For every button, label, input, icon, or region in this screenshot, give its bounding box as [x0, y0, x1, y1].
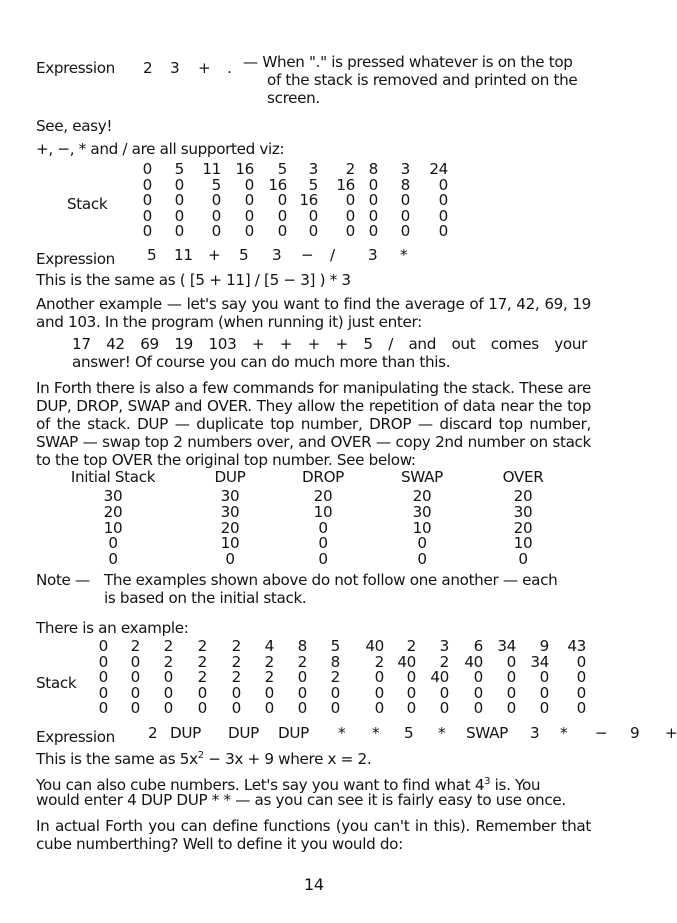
- define-paragraph: In actual Forth you can define functions (you can't in this). Remember that cube numberthing? Well to define it you would do:: [36, 817, 591, 853]
- stack-cell: 0: [231, 683, 241, 702]
- stack-cell: 40: [430, 668, 449, 686]
- stack-cell: 0: [368, 191, 378, 209]
- stack-cell: 0: [345, 191, 355, 209]
- stack-cell: 0: [244, 206, 254, 225]
- stack-cell: 2: [330, 668, 340, 686]
- expression-token: 5: [404, 724, 414, 742]
- stack-cell: 2: [231, 652, 241, 671]
- stack-cell: 3: [400, 160, 410, 178]
- stack-cell: 2: [345, 160, 355, 178]
- stack-commands-header: OVER: [502, 468, 544, 486]
- stack-cell: 0: [98, 652, 108, 671]
- stack-cell: 9: [539, 637, 549, 655]
- stack-cell: 43: [567, 637, 586, 655]
- stack-cell: 2: [231, 668, 241, 686]
- expression-token: 9: [630, 724, 640, 742]
- stack-cell: 16: [299, 191, 318, 209]
- stack-cell: 0: [438, 191, 448, 209]
- expression-token: *: [438, 724, 446, 742]
- stack-cell: 0: [368, 175, 378, 194]
- stack-cell: 0: [374, 683, 384, 702]
- stack-cell: 0: [163, 668, 173, 686]
- cube-line-2: would enter 4 DUP DUP * * — as you can see it is fairly easy to use once.: [36, 791, 566, 809]
- expression-token: DUP: [228, 724, 259, 742]
- stack-commands-cell: 30: [103, 487, 123, 505]
- page-number: 14: [304, 875, 324, 894]
- stack-cell: 11: [202, 160, 221, 178]
- stack-cell: 3: [308, 160, 318, 178]
- cube-sup: 3: [484, 776, 491, 787]
- expression-token: −: [595, 724, 608, 742]
- example-intro: There is an example:: [36, 619, 189, 637]
- stack-cell: 40: [464, 652, 483, 671]
- stack-commands-cell: 0: [417, 534, 427, 553]
- stack-cell: 0: [368, 206, 378, 225]
- stack-cell: 0: [368, 222, 378, 240]
- entry-line-1: 17 42 69 19 103 + + + + 5 / and out comes your: [72, 335, 587, 353]
- stack-cell: 0: [400, 222, 410, 240]
- stack-cell: 0: [142, 222, 152, 240]
- stack-cell: 0: [438, 206, 448, 225]
- stack-cell: 0: [374, 699, 384, 717]
- ops-supported: +, −, * and / are all supported viz:: [36, 140, 285, 158]
- expression-token: /: [330, 246, 335, 264]
- token: +: [198, 59, 211, 77]
- expression-token: *: [338, 724, 346, 742]
- stack-commands-cell: 30: [412, 502, 432, 521]
- stack-cell: 0: [576, 668, 586, 686]
- stack-commands-cell: 20: [103, 502, 123, 521]
- stack-cell: 0: [98, 637, 108, 655]
- stack-cell: 0: [244, 175, 254, 194]
- expression-token: DUP: [170, 724, 201, 742]
- stack-cell: 0: [244, 191, 254, 209]
- stack-cell: 0: [576, 699, 586, 717]
- token: .: [227, 59, 232, 77]
- stack-cell: 0: [400, 191, 410, 209]
- stack-cell: 5: [277, 160, 287, 178]
- stack-cell: 34: [530, 652, 549, 671]
- stack-commands-cell: 10: [313, 502, 333, 521]
- stack-cell: 2: [264, 668, 274, 686]
- stack-cell: 0: [277, 191, 287, 209]
- stack-cell: 0: [174, 222, 184, 240]
- expression-token: 5: [147, 246, 157, 264]
- stack-cell: 0: [174, 175, 184, 194]
- stack-cell: 0: [539, 683, 549, 702]
- stack-cell: 0: [438, 175, 448, 194]
- expression-label-1: Expression: [36, 59, 115, 77]
- expression-token: SWAP: [466, 724, 508, 742]
- stack-cell: 0: [539, 668, 549, 686]
- stack-cell: 2: [374, 652, 384, 671]
- stack-cell: 0: [297, 699, 307, 717]
- stack-cell: 2: [163, 637, 173, 655]
- note-label: Note —: [36, 571, 90, 589]
- stack-cell: 16: [336, 175, 355, 194]
- stack-grid-1: [130, 162, 448, 240]
- expression-token: 3: [530, 724, 540, 742]
- stack-cell: 3: [439, 637, 449, 655]
- stack-cell: 8: [297, 637, 307, 655]
- note-line-1: The examples shown above do not follow one another — each: [104, 571, 558, 589]
- stack-cell: 0: [142, 191, 152, 209]
- stack-cell: 2: [264, 652, 274, 671]
- same-as-2: [36, 747, 371, 768]
- stack-cell: 0: [130, 683, 140, 702]
- stack-cell: 0: [506, 668, 516, 686]
- expression-token: 3: [272, 246, 282, 264]
- stack-cell: 4: [264, 637, 274, 655]
- stack-cell: 0: [98, 699, 108, 717]
- stack-cell: 0: [576, 683, 586, 702]
- stack-cell: 5: [174, 160, 184, 178]
- stack-commands-cell: 10: [412, 518, 432, 537]
- token: 3: [170, 59, 180, 77]
- explanation-line-1: — When "." is pressed whatever is on the top: [243, 53, 573, 71]
- stack-cell: 0: [142, 160, 152, 178]
- stack-cell: 5: [308, 175, 318, 194]
- stack-cell: 34: [497, 637, 516, 655]
- stack-cell: 8: [330, 652, 340, 671]
- stack-commands-cell: 0: [318, 518, 328, 537]
- stack-row: [88, 701, 586, 717]
- stack-commands-cell: 0: [318, 550, 328, 569]
- stack-cell: 0: [277, 206, 287, 225]
- stack-cell: 0: [576, 652, 586, 671]
- stack-commands-cell: 10: [220, 534, 240, 553]
- stack-cell: 0: [142, 206, 152, 225]
- stack-cell: 5: [211, 175, 221, 194]
- stack-cell: 24: [429, 160, 448, 178]
- stack-commands-paragraph: In Forth there is also a few commands for manipulating the stack. These are DUP, DROP, SWAP and OVER. They allow the repetition of data near the top of the stack. DUP — duplicate top number, DROP — discard top number, SWAP — swap top 2 numbers over, and OVER — copy 2nd number on stack to the top OVER the original top number. See below:: [36, 379, 591, 469]
- stack-cell: 0: [98, 683, 108, 702]
- see-easy: See, easy!: [36, 117, 113, 135]
- expression-token: +: [208, 246, 221, 264]
- stack-cell: 0: [308, 206, 318, 225]
- stack-cell: 0: [308, 222, 318, 240]
- stack-commands-header: Initial Stack: [70, 468, 156, 486]
- stack-cell: 16: [268, 175, 287, 194]
- stack-cell: 2: [439, 652, 449, 671]
- expression-token: −: [301, 246, 314, 264]
- cube-pre: You can also cube numbers. Let's say you want to find what 4: [36, 776, 485, 795]
- stack-cell: 0: [439, 683, 449, 702]
- expression-token: DUP: [278, 724, 309, 742]
- stack-cell: 0: [130, 668, 140, 686]
- stack-cell: 0: [197, 683, 207, 702]
- stack-cell: 0: [406, 683, 416, 702]
- expression-token: *: [560, 724, 568, 742]
- stack-cell: 0: [438, 222, 448, 240]
- stack-commands-cell: 0: [108, 550, 118, 569]
- stack-cell: 5: [330, 637, 340, 655]
- stack-commands-cell: 0: [318, 534, 328, 553]
- stack-commands-header: SWAP: [401, 468, 443, 486]
- stack-cell: 0: [197, 699, 207, 717]
- stack-cell: 2: [163, 652, 173, 671]
- stack-cell: 0: [345, 206, 355, 225]
- stack-cell: 0: [473, 668, 483, 686]
- stack-cell: 0: [439, 699, 449, 717]
- same-as-2-sup: 2: [197, 750, 204, 761]
- same-as-2-pre: This is the same as 5x: [36, 750, 198, 769]
- stack-cell: 0: [174, 191, 184, 209]
- expression-token: *: [400, 246, 408, 264]
- stack-cell: 2: [197, 652, 207, 671]
- stack-cell: 0: [211, 206, 221, 225]
- stack-cell: 0: [244, 222, 254, 240]
- stack-cell: 0: [211, 191, 221, 209]
- stack-grid-2: [88, 639, 586, 717]
- stack-cell: 2: [130, 637, 140, 655]
- stack-cell: 8: [368, 160, 378, 178]
- stack-commands-cell: 0: [225, 550, 235, 569]
- expression-label-3: Expression: [36, 728, 115, 746]
- expression-token: 5: [239, 246, 249, 264]
- explanation-line-3: screen.: [267, 89, 320, 107]
- stack-commands-header: DROP: [302, 468, 344, 486]
- stack-cell: 0: [264, 683, 274, 702]
- stack-label-2: Stack: [36, 674, 77, 692]
- stack-cell: 0: [277, 222, 287, 240]
- cube-mid: is. You: [490, 776, 541, 795]
- stack-commands-cell: 0: [108, 534, 118, 553]
- explanation-line-2: of the stack is removed and printed on the: [267, 71, 578, 89]
- stack-commands-cell: 20: [220, 518, 240, 537]
- expression-token: 2: [148, 724, 158, 742]
- stack-cell: 0: [506, 699, 516, 717]
- stack-cell: 16: [235, 160, 254, 178]
- stack-cell: 0: [539, 699, 549, 717]
- average-paragraph: Another example — let's say you want to find the average of 17, 42, 69, 19 and 103. In the program (when running it) just enter:: [36, 295, 591, 331]
- stack-cell: 0: [506, 683, 516, 702]
- stack-commands-cell: 20: [513, 487, 533, 505]
- same-as-2-post: − 3x + 9 where x = 2.: [203, 750, 372, 769]
- stack-cell: 0: [211, 222, 221, 240]
- stack-cell: 40: [397, 652, 416, 671]
- stack-cell: 0: [163, 699, 173, 717]
- stack-cell: 0: [406, 699, 416, 717]
- expression-token: 3: [368, 246, 378, 264]
- stack-label-1: Stack: [67, 195, 108, 213]
- stack-cell: 0: [406, 668, 416, 686]
- stack-cell: 0: [98, 668, 108, 686]
- stack-cell: 0: [130, 699, 140, 717]
- stack-cell: 0: [330, 699, 340, 717]
- stack-commands-cell: 0: [417, 550, 427, 569]
- stack-cell: 0: [400, 206, 410, 225]
- stack-cell: 0: [374, 668, 384, 686]
- stack-cell: 0: [473, 699, 483, 717]
- stack-cell: 2: [297, 652, 307, 671]
- expression-token: 11: [174, 246, 193, 264]
- stack-cell: 0: [163, 683, 173, 702]
- stack-commands-header: DUP: [214, 468, 246, 486]
- expression-label-2: Expression: [36, 250, 115, 268]
- expression-token: *: [372, 724, 380, 742]
- stack-cell: 0: [297, 683, 307, 702]
- entry-line-2: answer! Of course you can do much more than this.: [72, 353, 451, 371]
- stack-cell: 0: [330, 683, 340, 702]
- stack-commands-cell: 30: [513, 502, 533, 521]
- note-line-2: is based on the initial stack.: [104, 589, 307, 607]
- stack-commands-cell: 10: [513, 534, 533, 553]
- stack-cell: 40: [365, 637, 384, 655]
- stack-commands-cell: 0: [518, 550, 528, 569]
- stack-cell: 0: [130, 652, 140, 671]
- stack-cell: 0: [264, 699, 274, 717]
- stack-cell: 0: [174, 206, 184, 225]
- stack-cell: 2: [231, 637, 241, 655]
- same-as-1: This is the same as ( [5 + 11] / [5 − 3] ) * 3: [36, 271, 351, 289]
- stack-cell: 8: [400, 175, 410, 194]
- stack-commands-cell: 20: [513, 518, 533, 537]
- stack-cell: 0: [297, 668, 307, 686]
- stack-commands-cell: 30: [220, 487, 240, 505]
- stack-cell: 0: [142, 175, 152, 194]
- stack-cell: 2: [406, 637, 416, 655]
- stack-row: [130, 224, 448, 240]
- stack-commands-cell: 30: [220, 502, 240, 521]
- stack-cell: 0: [473, 683, 483, 702]
- expression-token: +: [665, 724, 677, 742]
- stack-cell: 0: [231, 699, 241, 717]
- stack-cell: 2: [197, 637, 207, 655]
- stack-cell: 2: [197, 668, 207, 686]
- stack-commands-cell: 10: [103, 518, 123, 537]
- stack-commands-cell: 20: [412, 487, 432, 505]
- stack-commands-cell: 20: [313, 487, 333, 505]
- token: 2: [143, 59, 153, 77]
- stack-cell: 0: [506, 652, 516, 671]
- stack-cell: 0: [345, 222, 355, 240]
- stack-cell: 6: [473, 637, 483, 655]
